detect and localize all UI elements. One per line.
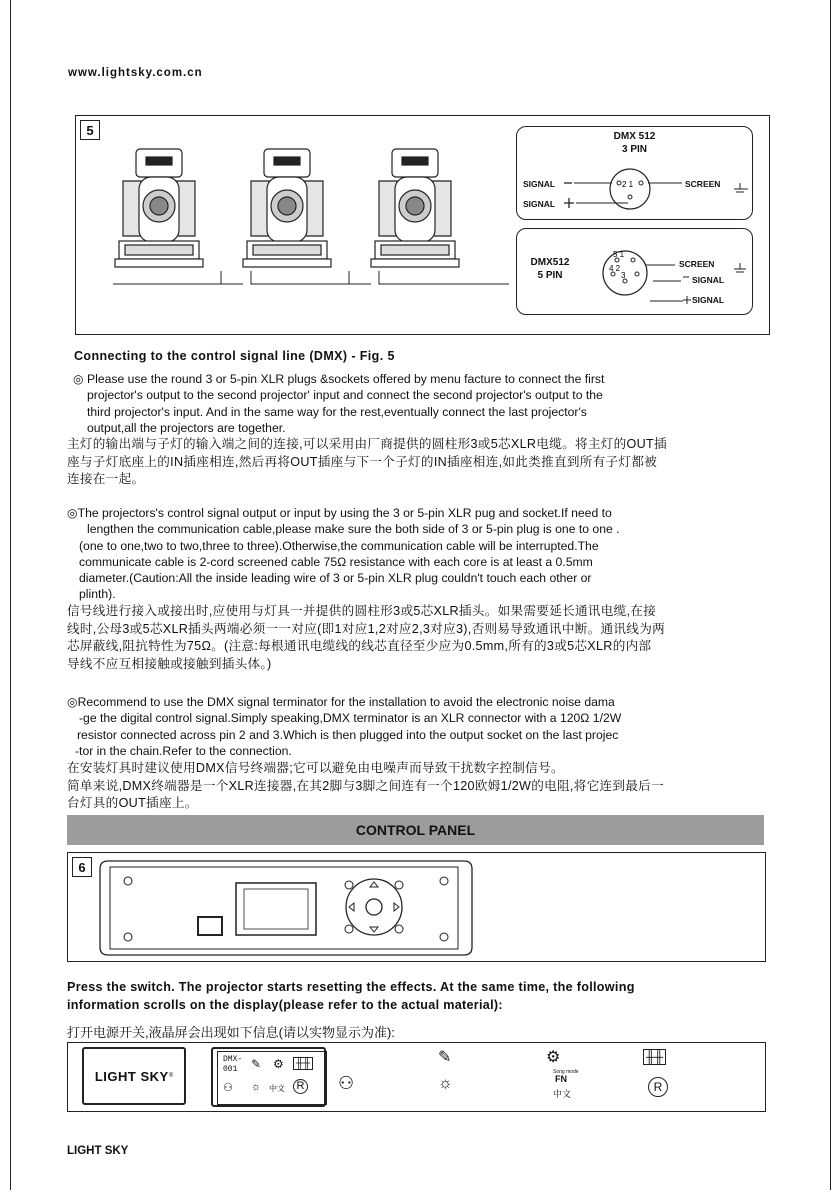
footer-brand: LIGHT SKY (67, 1145, 129, 1157)
text-line: 台灯具的OUT插座上。 (67, 796, 198, 810)
display-sequence (67, 1042, 766, 1112)
paragraph-2-en (67, 505, 772, 603)
control-panel-title: CONTROL PANEL (67, 815, 764, 845)
text-line: -ge the digital control signal.Simply speaking,DMX terminator is an XLR connector with a 120Ω 1/2W (79, 711, 622, 726)
svg-text:5 1: 5 1 (613, 250, 625, 259)
menu-dmx-value: 001 (223, 1065, 238, 1074)
users-icon: ⚇ (223, 1082, 233, 1094)
text-line: (one to one,two to two,three to three).Otherwise,the communication cable will be interrupted.The (79, 538, 599, 553)
menu-dmx-label: DMX- (223, 1055, 243, 1064)
pin5-screen: SCREEN (679, 259, 715, 269)
paragraph-2-cn (67, 603, 772, 673)
bulb-icon: ☼ (438, 1075, 453, 1092)
text-line: 连接在一起。 (67, 472, 145, 486)
paragraph-1-cn (67, 436, 772, 489)
text-line: 主灯的输出端与子灯的输入端之间的连接,可以采用由厂商提供的圆柱形3或5芯XLR电缆。将主灯的OUT插 (67, 437, 667, 451)
startup-instructions-cn: 打开电源开关,液晶屏会出现如下信息(请以实物显示为准): (67, 1025, 395, 1040)
pin3-signal-plus: SIGNAL (523, 199, 556, 209)
dmx-5pin-diagram (516, 228, 753, 315)
figure-6 (67, 852, 766, 962)
text-line: 导线不应互相接触或接触到插头体。) (67, 656, 272, 671)
figure-number: 5 (80, 120, 100, 140)
section-heading: Connecting to the control signal line (DMX) - Fig. 5 (74, 349, 395, 363)
startup-instructions (67, 979, 635, 1014)
svg-text:4 2: 4 2 (609, 264, 621, 273)
moving-head-fixtures (111, 141, 511, 286)
bulb-icon: ☼ (251, 1081, 262, 1093)
figure-5 (75, 115, 770, 335)
text-line: ◎Recommend to use the DMX signal terminator for the installation to avoid the electronic noise dama (67, 695, 615, 709)
language-label: 中文 (269, 1084, 285, 1093)
control-panel-illustration (94, 857, 484, 959)
pin5-subtitle: 5 PIN (537, 270, 563, 281)
pin5-signal-plus: SIGNAL (692, 295, 725, 305)
pin3-screen: SCREEN (685, 179, 721, 189)
text-line: output,all the projectors are together. (87, 420, 286, 435)
sliders-icon: ╫╫ (293, 1057, 313, 1070)
reset-icon: R (648, 1077, 668, 1097)
svg-text:3: 3 (621, 271, 626, 280)
language-label: 中文 (553, 1089, 572, 1099)
page-border-left (10, 0, 11, 1190)
text-line: information scrolls on the display(please refer to the actual material): (67, 997, 503, 1012)
header-url: www.lightsky.com.cn (68, 67, 203, 79)
text-line: 座与子灯底座上的IN插座相连,然后再将OUT插座与下一个子灯的IN插座相连,如此类推直到所有子灯都被 (67, 454, 658, 469)
fn-label: FN (555, 1074, 567, 1084)
svg-text:2 1: 2 1 (622, 180, 634, 189)
text-line: -tor in the chain.Refer to the connection. (75, 743, 292, 758)
edit-icon: ✎ (438, 1049, 452, 1066)
text-line: 芯屏蔽线,阻抗特性为75Ω。(注意:每根通讯电缆线的线芯直径至少应为0.5mm,所有的3或5芯XLR的内部 (67, 639, 652, 653)
text-line: plinth). (79, 587, 116, 602)
page-border-right (830, 0, 831, 1190)
text-line: 简单来说,DMX终端器是一个XLR连接器,在其2脚与3脚之间连有一个120欧姆1/2W的电阻,将它连到最后一 (67, 778, 664, 793)
text-line: 在安装灯具时建议使用DMX信号终端器;它可以避免由电噪声而导致干扰数字控制信号。 (67, 761, 564, 775)
text-line: projector's output to the second projector' input and connect the second projector's output to the (87, 388, 603, 403)
gears-icon: ⚙ (273, 1057, 284, 1071)
pin3-subtitle: 3 PIN (621, 144, 647, 155)
text-line: lengthen the communication cable,please make sure the both side of 3 or 5-pin plug is one to one . (87, 522, 620, 537)
text-line: ◎The projectors's control signal output or input by using the 3 or 5-pin XLR pug and socket.If need to (67, 506, 612, 520)
text-line: resistor connected across pin 2 and 3.Which is then plugged into the output socket on the last projec (77, 727, 619, 742)
pin5-title: DMX512 (530, 257, 570, 268)
logo-screen: LIGHT SKY ® (82, 1047, 186, 1105)
reset-icon: R (293, 1079, 308, 1094)
gears-icon: ⚙ (546, 1049, 561, 1066)
users-icon: ⚇ (338, 1073, 355, 1093)
paragraph-3-cn (67, 760, 772, 813)
text-line: 信号线进行接入或接出时,应使用与灯具一并提供的圆柱形3或5芯XLR插头。如果需要延长通讯电缆,在接 (67, 604, 657, 618)
dmx-3pin-diagram (516, 126, 753, 220)
menu-screen (211, 1047, 326, 1107)
paragraph-1-en (67, 371, 772, 436)
logo-text: LIGHT SKY (94, 1068, 169, 1084)
text-line: 线时,公母3或5芯XLR插头两端必须一一对应(即1对应1,2对应2,3对应3),否则易导致通讯中断。通讯线为两 (67, 621, 665, 636)
edit-icon: ✎ (251, 1057, 262, 1071)
text-line: diameter.(Caution:All the inside leading wire of 3 or 5-pin XLR plug couldn't touch each other or (79, 571, 592, 586)
pin3-signal-minus: SIGNAL (523, 179, 556, 189)
mode-label: Song mode (553, 1069, 579, 1075)
figure-number: 6 (72, 857, 92, 877)
text-line: ◎ Please use the round 3 or 5-pin XLR plugs &sockets offered by menu facture to connect the first (73, 372, 605, 386)
pin3-title: DMX 512 (613, 131, 656, 142)
xlr-3pin-icon (562, 167, 752, 217)
text-line: Press the switch. The projector starts resetting the effects. At the same time, the following (67, 980, 635, 994)
text-line: communicate cable is 2-cord screened cable 75Ω resistance with each core is at least a 0.5mm (79, 554, 593, 569)
text-line: third projector's input. And in the same way for the rest,eventually connect the last projector's (87, 404, 587, 419)
paragraph-3-en (67, 694, 772, 759)
sliders-icon: ╫╫ (643, 1049, 666, 1065)
pin5-signal-minus: SIGNAL (692, 275, 725, 285)
xlr-5pin-icon (595, 243, 750, 313)
